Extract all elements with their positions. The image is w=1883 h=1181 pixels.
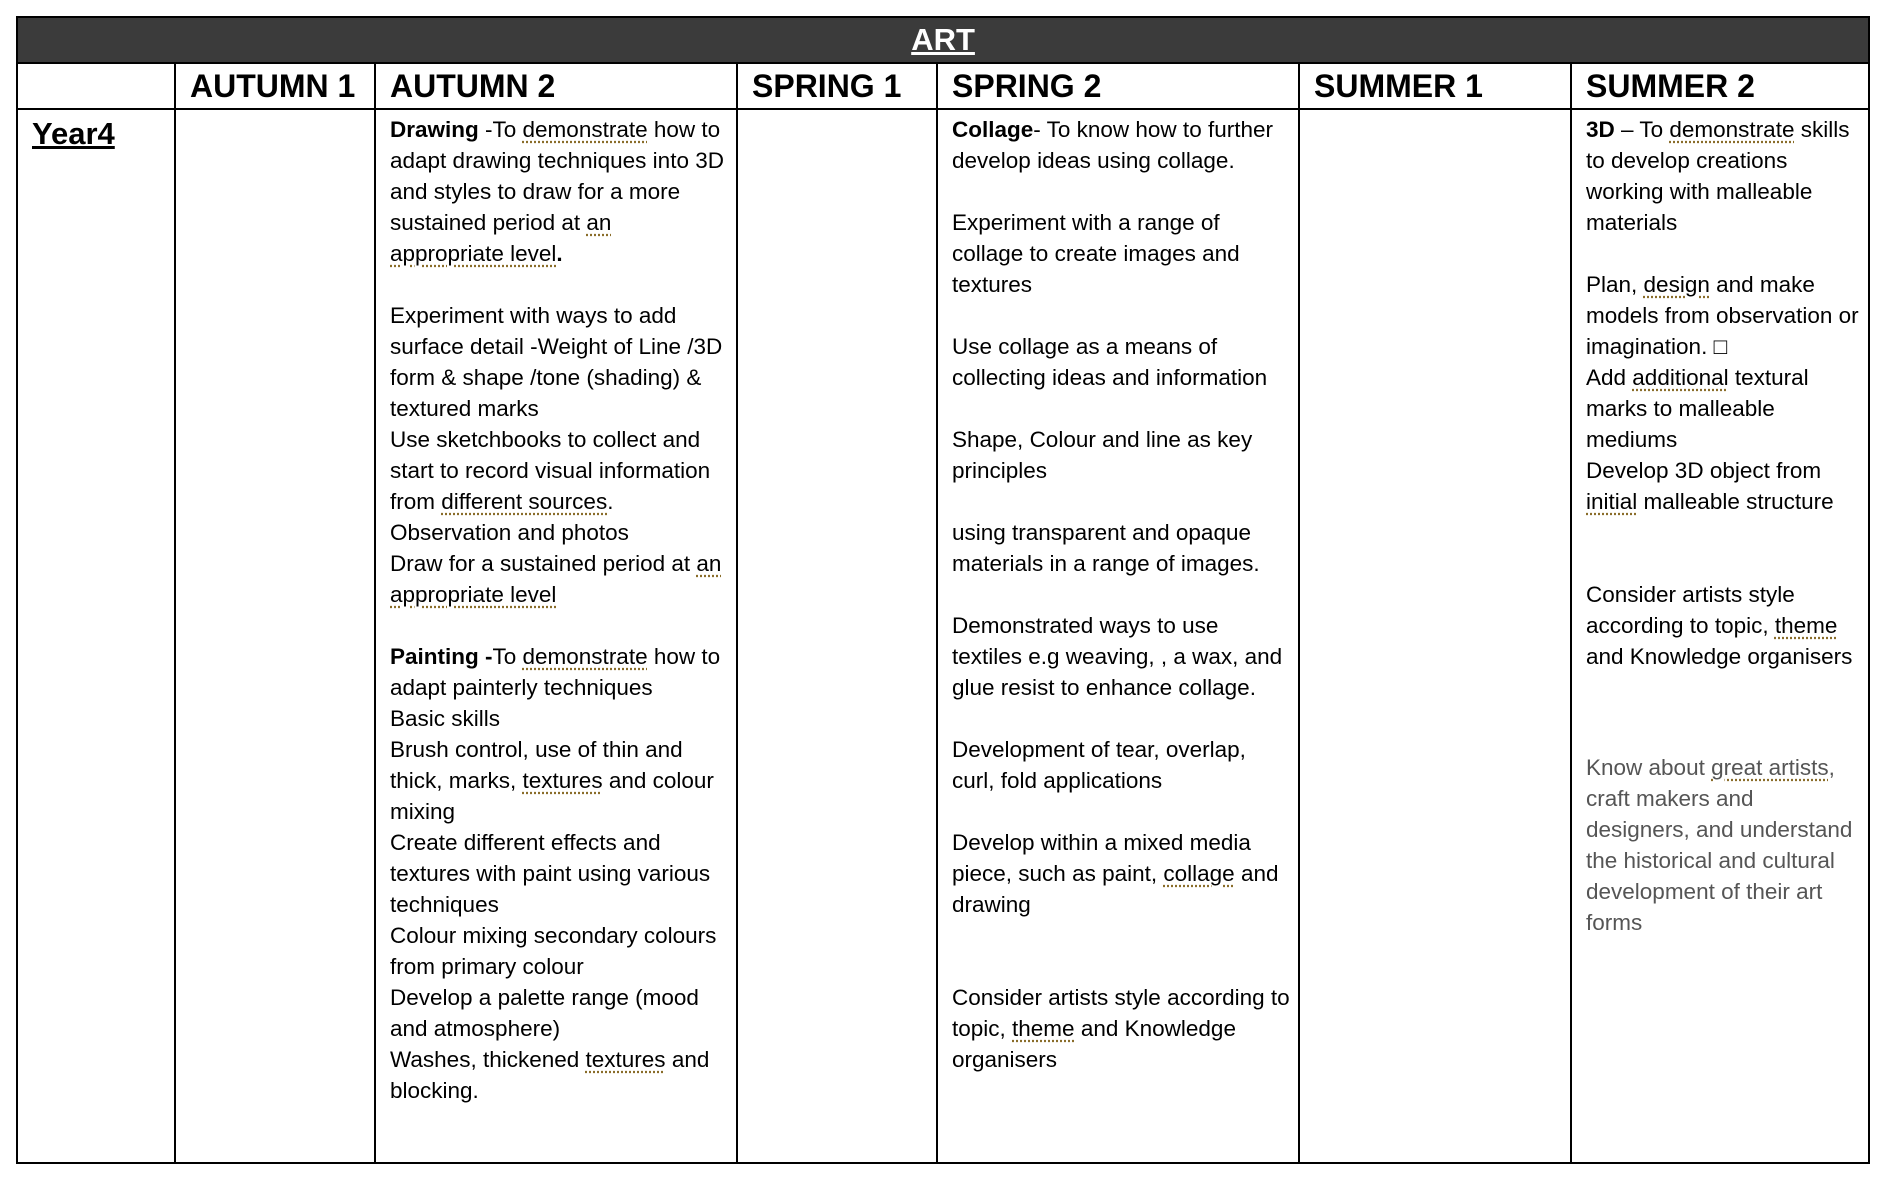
- collage-line: Consider artists style according to topic, theme and Knowledge organisers: [952, 985, 1290, 1072]
- header-spring2: SPRING 2: [937, 63, 1299, 109]
- collage-line: Experiment with a range of collage to create images and textures: [952, 210, 1240, 297]
- painting-line: Brush control, use of thin and thick, marks, textures and colour mixing: [390, 737, 714, 824]
- collage-line: Development of tear, overlap, curl, fold applications: [952, 737, 1246, 793]
- drawing-intro: Drawing -To demonstrate how to adapt drawing techniques into 3D and styles to draw for a more sustained period at an appropriate level.: [390, 117, 724, 266]
- spring2-cell: [937, 109, 1299, 1163]
- header-autumn2: AUTUMN 2: [375, 63, 737, 109]
- 3d-line: Consider artists style according to topic, theme and Knowledge organisers: [1586, 582, 1853, 669]
- year4-row: [17, 109, 1869, 1163]
- summer2-cell: [1571, 109, 1869, 1163]
- header-summer1: SUMMER 1: [1299, 63, 1571, 109]
- painting-line: Washes, thickened textures and blocking.: [390, 1047, 710, 1103]
- collage-intro: Collage- To know how to further develop ideas using collage.: [952, 117, 1273, 173]
- collage-line: Demonstrated ways to use textiles e.g weaving, , a wax, and glue resist to enhance collage.: [952, 613, 1283, 700]
- curriculum-table: [16, 16, 1870, 1164]
- drawing-line: Experiment with ways to add surface detail -Weight of Line /3D form & shape /tone (shading) & textured marks: [390, 303, 723, 421]
- painting-line: Colour mixing secondary colours from primary colour: [390, 923, 717, 979]
- 3d-line: Know about great artists, craft makers and designers, and understand the historical and cultural development of their art forms: [1586, 755, 1853, 935]
- 3d-line: Develop 3D object from initial malleable structure: [1586, 458, 1834, 514]
- collage-line: Use collage as a means of collecting ideas and information: [952, 334, 1268, 390]
- painting-line: Create different effects and textures with paint using various techniques: [390, 830, 711, 917]
- collage-line: Shape, Colour and line as key principles: [952, 427, 1253, 483]
- year-label-cell: [17, 109, 175, 1163]
- 3d-line: Add additional textural marks to malleable mediums: [1586, 365, 1809, 452]
- autumn1-cell: [175, 109, 375, 1163]
- collage-line: using transparent and opaque materials in a range of images.: [952, 520, 1260, 576]
- page-title: ART: [911, 22, 975, 57]
- drawing-line: Use sketchbooks to collect and start to record visual information from different sources.: [390, 427, 711, 514]
- title-row: [17, 17, 1869, 63]
- painting-intro: Painting -To demonstrate how to adapt painterly techniques: [390, 644, 721, 700]
- summer1-cell: [1299, 109, 1571, 1163]
- header-autumn1: AUTUMN 1: [175, 63, 375, 109]
- year-label: Year4: [32, 116, 115, 151]
- painting-line: Basic skills: [390, 706, 501, 731]
- title-cell: [17, 17, 1869, 63]
- 3d-line: Plan, design and make models from observation or imagination. □: [1586, 272, 1859, 359]
- painting-line: Develop a palette range (mood and atmosphere): [390, 985, 699, 1041]
- autumn2-cell: [375, 109, 737, 1163]
- header-blank: [17, 63, 175, 109]
- header-spring1: SPRING 1: [737, 63, 937, 109]
- collage-line: Develop within a mixed media piece, such as paint, collage and drawing: [952, 830, 1279, 917]
- 3d-intro: 3D – To demonstrate skills to develop creations working with malleable materials: [1586, 117, 1850, 235]
- header-row: [17, 63, 1869, 109]
- drawing-line: Observation and photos: [390, 520, 629, 545]
- spring1-cell: [737, 109, 937, 1163]
- header-summer2: SUMMER 2: [1571, 63, 1869, 109]
- drawing-line: Draw for a sustained period at an appropriate level: [390, 551, 722, 607]
